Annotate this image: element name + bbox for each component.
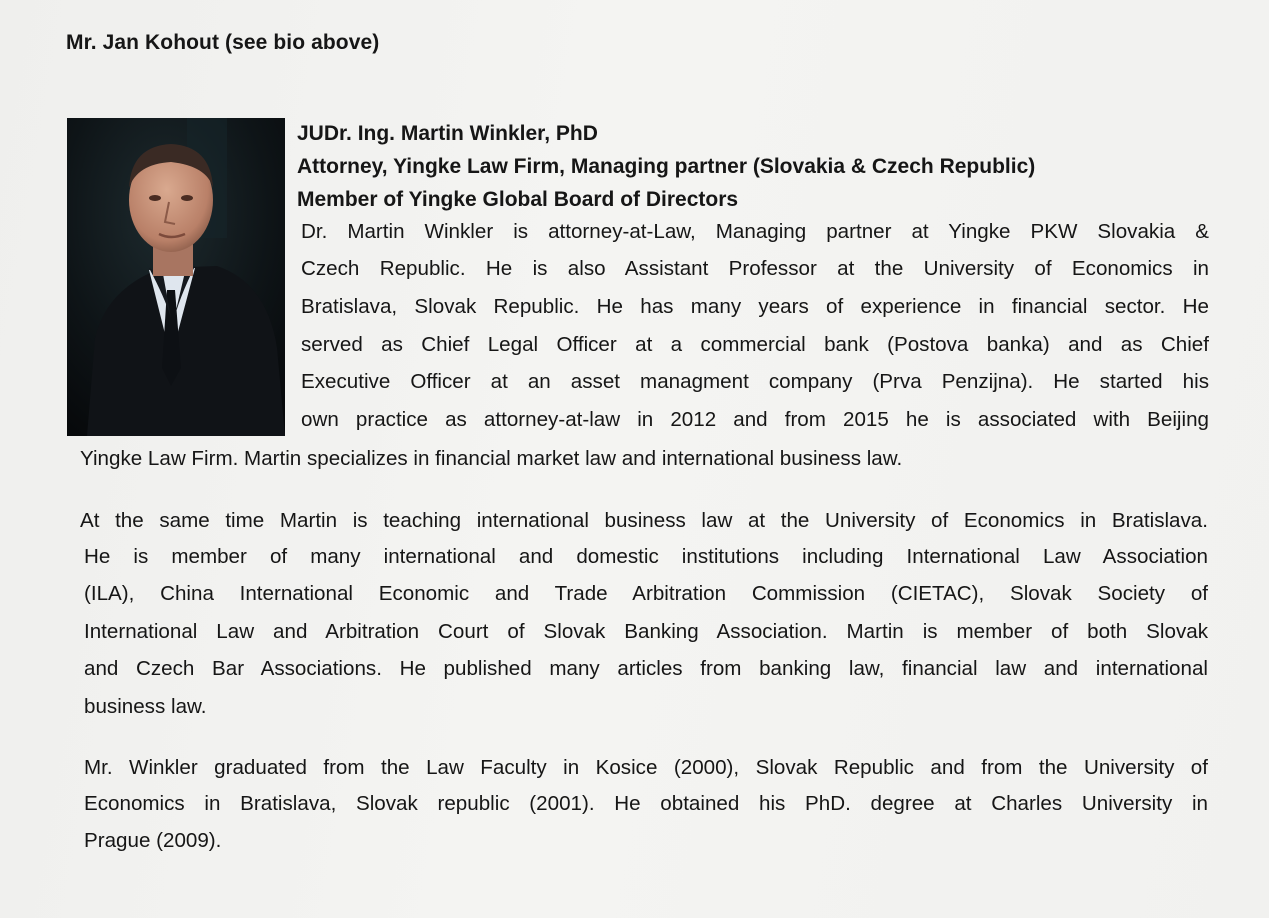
bio-line: served as Chief Legal Officer at a commercial bank (Postova banka) and as Chief (301, 333, 1209, 356)
bio-line: At the same time Martin is teaching international business law at the University of Economics in Bratislava. (80, 509, 1208, 532)
profile-role: Attorney, Yingke Law Firm, Managing partner (Slovakia & Czech Republic) (297, 155, 1036, 178)
bio-line: Bratislava, Slovak Republic. He has many years of experience in financial sector. He (301, 295, 1209, 318)
bio-line: Economics in Bratislava, Slovak republic (2001). He obtained his PhD. degree at Charles University in (84, 792, 1208, 815)
bio-line: own practice as attorney-at-law in 2012 and from 2015 he is associated with Beijing (301, 408, 1209, 431)
bio-line: Yingke Law Firm. Martin specializes in financial market law and international business law. (80, 447, 903, 470)
profile-board-membership: Member of Yingke Global Board of Directors (297, 188, 739, 211)
bio-line: International Law and Arbitration Court of Slovak Banking Association. Martin is member of both Slovak (84, 620, 1208, 643)
section-heading: Mr. Jan Kohout (see bio above) (66, 31, 380, 54)
bio-line: Prague (2009). (84, 829, 222, 852)
portrait-illustration (67, 118, 285, 436)
profile-photo (67, 118, 285, 436)
bio-line: (ILA), China International Economic and Trade Arbitration Commission (CIETAC), Slovak Society of (84, 582, 1208, 605)
bio-line: He is member of many international and domestic institutions including International Law Association (84, 545, 1208, 568)
bio-line: and Czech Bar Associations. He published many articles from banking law, financial law and international (84, 657, 1208, 680)
profile-name: JUDr. Ing. Martin Winkler, PhD (297, 122, 598, 145)
bio-line: business law. (84, 695, 207, 718)
bio-line: Executive Officer at an asset managment company (Prva Penzijna). He started his (301, 370, 1209, 393)
bio-line: Mr. Winkler graduated from the Law Faculty in Kosice (2000), Slovak Republic and from the University of (84, 756, 1208, 779)
bio-line: Czech Republic. He is also Assistant Professor at the University of Economics in (301, 257, 1209, 280)
bio-line: Dr. Martin Winkler is attorney-at-Law, Managing partner at Yingke PKW Slovakia & (301, 220, 1209, 243)
